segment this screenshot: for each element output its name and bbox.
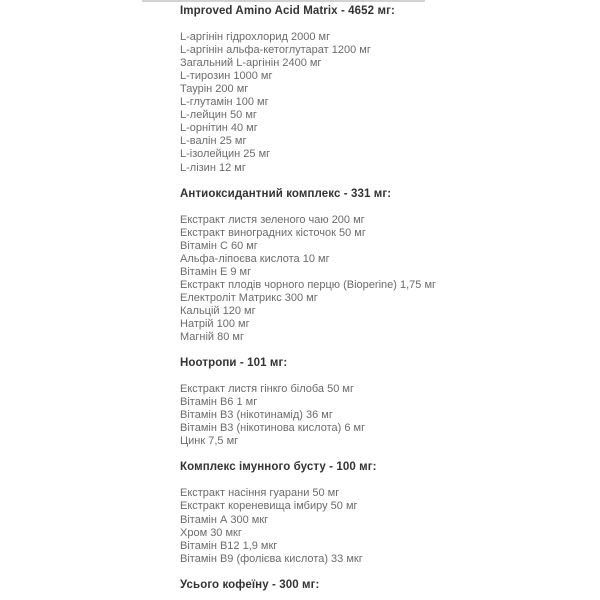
section-title: Improved Amino Acid Matrix - 4652 мг: [180, 5, 395, 17]
top-divider-line [142, 0, 425, 2]
ingredient-line: Екстракт виноградних кісточок 50 мг [180, 226, 366, 239]
section-nootropics [180, 357, 580, 448]
ingredient-line: Екстракт плодів чорного перцю (Bioperine) 1,75 мг [180, 278, 437, 291]
ingredient-line: L-орнітин 40 мг [180, 122, 258, 135]
ingredient-line: Вітамін С 60 мг [180, 239, 258, 252]
ingredient-line: Вітамін В3 (нікотинамід) 36 мг [180, 409, 333, 422]
ingredient-line: Вітамін В12 1,9 мкг [180, 539, 278, 552]
ingredient-line: Таурін 200 мг [180, 83, 249, 96]
section-total-caffeine [180, 579, 580, 592]
ingredient-line: Екстракт кореневища імбиру 50 мг [180, 500, 358, 513]
ingredient-line: L-лейцин 50 мг [180, 109, 257, 122]
ingredient-line: Альфа-ліпоєва кислота 10 мг [180, 252, 330, 265]
ingredient-line: Магній 80 мг [180, 331, 245, 344]
ingredient-line: Цинк 7,5 мг [180, 435, 239, 448]
ingredients-content [180, 5, 580, 600]
ingredient-line: Хром 30 мкг [180, 526, 242, 539]
section-title: Усього кофеїну - 300 мг: [180, 578, 320, 591]
section-antioxidant-complex [180, 188, 580, 345]
ingredient-line: Вітамін В9 (фолієва кислота) 33 мкг [180, 552, 363, 565]
ingredient-line: Електроліт Матрикс 300 мг [180, 291, 318, 304]
section-amino-acid-matrix [180, 5, 580, 175]
ingredient-line: Екстракт насіння гуарани 50 мг [180, 487, 340, 500]
section-immune-boost-complex [180, 461, 580, 565]
ingredient-line: Вітамін А 300 мкг [180, 513, 269, 526]
ingredient-line: Вітамін Е 9 мг [180, 265, 252, 278]
ingredient-line: Екстракт листя зеленого чаю 200 мг [180, 213, 365, 226]
ingredient-line: Екстракт листя гінкго білоба 50 мг [180, 383, 354, 396]
ingredient-line: L-валін 25 мг [180, 135, 247, 148]
ingredient-list [180, 214, 580, 344]
ingredient-line: L-аргінін альфа-кетоглутарат 1200 мг [180, 44, 371, 57]
ingredient-line: Натрій 100 мг [180, 317, 250, 330]
section-title: Комплекс імунного бусту - 100 мг: [180, 461, 377, 474]
ingredient-line: L-ізолейцин 25 мг [180, 148, 271, 161]
ingredient-line: L-аргінін гідрохлорид 2000 мг [180, 31, 331, 44]
ingredient-line: L-глутамін 100 мг [180, 96, 269, 109]
ingredient-line: L-лізин 12 мг [180, 161, 246, 174]
ingredient-list [180, 383, 580, 448]
ingredient-list [180, 487, 580, 565]
ingredient-line: Вітамін В3 (нікотинова кислота) 6 мг [180, 422, 366, 435]
ingredient-line: Кальцій 120 мг [180, 304, 256, 317]
ingredient-line: Загальний L-аргінін 2400 мг [180, 57, 322, 70]
ingredient-line: L-тирозин 1000 мг [180, 70, 273, 83]
ingredient-list [180, 31, 580, 175]
ingredient-line: Вітамін В6 1 мг [180, 396, 258, 409]
section-title: Ноотропи - 101 мг: [180, 357, 288, 370]
section-title: Антиоксидантний комплекс - 331 мг: [180, 187, 392, 200]
